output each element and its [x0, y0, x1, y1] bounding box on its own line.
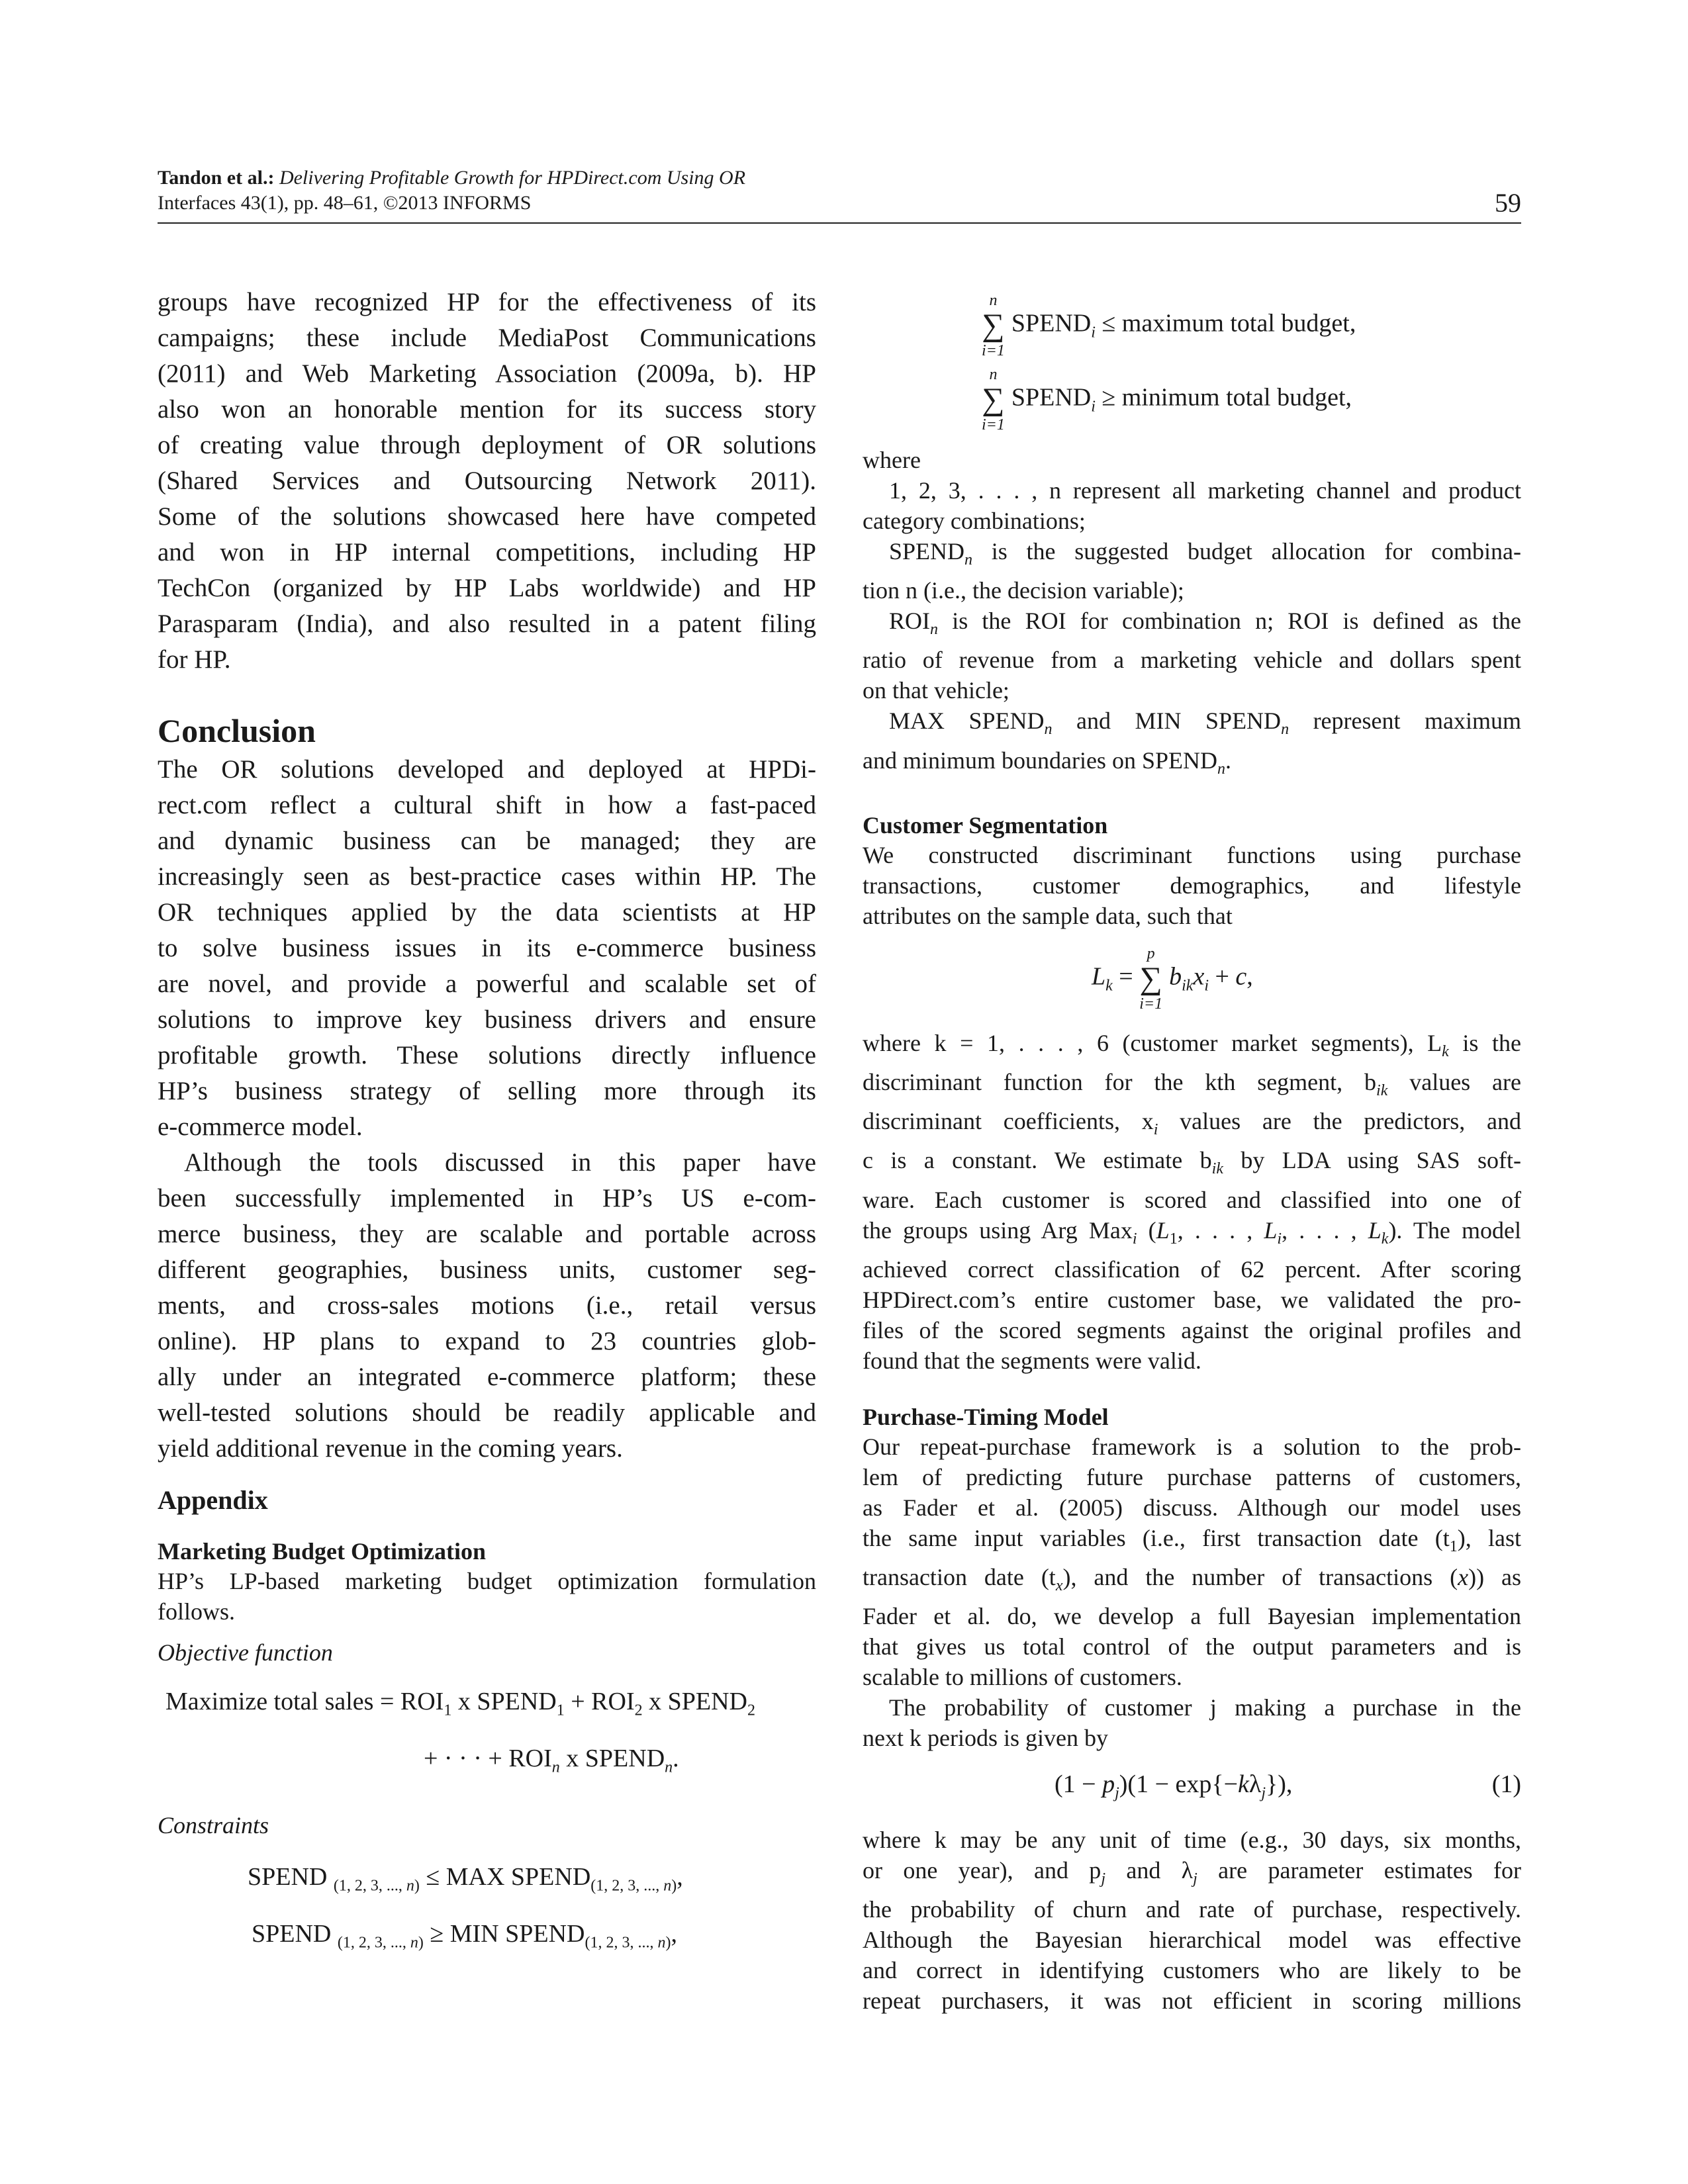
text-line: Our repeat-purchase framework is a solution to the prob- [863, 1433, 1521, 1460]
text-line: (Shared Services and Outsourcing Network 2011). [158, 467, 816, 495]
text-line: ratio of revenue from a marketing vehicle and dollars spent [863, 647, 1521, 674]
timing-4: transaction date (t [863, 1563, 1056, 1590]
text-line: on that vehicle; [863, 677, 1009, 704]
header-citation: Interfaces 43(1), pp. 48–61, ©2013 INFORMS [158, 192, 532, 214]
mbo-text [158, 1566, 816, 1627]
text-line: groups have recognized HP for the effectiveness of its [158, 288, 816, 316]
running-header [158, 165, 1521, 216]
text-line: tion n (i.e., the decision variable); [863, 577, 1184, 604]
text-line: Fader et al. do, we develop a full Bayesian implementation [863, 1603, 1521, 1630]
constraint-max: SPEND $_{(1, 2, 3, ..., n)}$ ≤ MAX $SPEND_{(1, 2, 3, ..., n)}$, [248, 1863, 683, 1895]
text-line: and correct in identifying customers who are likely to be [863, 1956, 1521, 1983]
constraints-label: Constraints [158, 1812, 269, 1839]
text-line: that gives us total control of the output parameters and is [863, 1633, 1521, 1661]
appendix-heading: Appendix [158, 1485, 268, 1515]
sum-symbol: n ∑ i=1 [982, 292, 1005, 359]
text-line: achieved correct classification of 62 percent. After scoring [863, 1255, 1521, 1283]
objective-equation [158, 1685, 816, 1784]
header-title: Delivering Profitable Growth for HPDirect.com Using OR [279, 167, 746, 189]
sum-spend: SPEND [1011, 309, 1092, 338]
header-rule [158, 222, 1521, 224]
text-line: the probability of churn and rate of purchase, respectively. [863, 1895, 1521, 1923]
segmentation-heading: Customer Segmentation [863, 811, 1108, 839]
sum-symbol: p ∑ i=1 [1139, 944, 1163, 1013]
seg-where-1: discriminant function for the kth segment, b [863, 1068, 1377, 1095]
sum-constraints [863, 291, 1521, 434]
intro-paragraph [158, 285, 816, 678]
objective-lhs: Maximize total sales = ROI [165, 1688, 444, 1715]
text-line: c is a constant. We estimate $b_{ik}$ by LDA using SAS soft- [863, 1147, 1521, 1178]
equation-number: (1) [1491, 1770, 1521, 1799]
text-line: been successfully implemented in HP’s US e-com- [158, 1184, 816, 1212]
header-author: Tandon et al.: [158, 167, 275, 189]
discriminant-equation: $L_k$ = p ∑ i=1 $b_{ik}x_i + c$, [1092, 944, 1253, 1013]
text-line: HP’s business strategy of selling more through its [158, 1077, 816, 1105]
max-spend-term: MAX SPEND [889, 707, 1045, 735]
def2-text: is the suggested budget allocation for combina- [972, 538, 1521, 565]
text-line: the same input variables (i.e., first transaction date $(t_1)$, last [863, 1524, 1521, 1555]
sum-min-constraint: n ∑ i=1 $SPEND_i$ ≥ minimum total budget, [982, 366, 1352, 433]
mbo-heading: Marketing Budget Optimization [158, 1538, 486, 1565]
seg-where-2: discriminant coefficients, x [863, 1108, 1154, 1135]
text-line: to solve business issues in its e-commerce business [158, 934, 816, 962]
text-line: campaigns; these include MediaPost Communications [158, 324, 816, 352]
text-line: Although the Bayesian hierarchical model was effective [863, 1926, 1521, 1953]
text-line: follows. [158, 1598, 235, 1625]
text-line: The probability of customer j making a purchase in the [889, 1694, 1521, 1721]
text-line: for HP. [158, 645, 231, 674]
text-line: of creating value through deployment of OR solutions [158, 431, 816, 459]
text-line: The OR solutions developed and deployed at HPDi- [158, 755, 816, 784]
equation-1-body: $(1 - p_j)(1 - \exp\{-k\lambda_j\})$, [1055, 1770, 1293, 1802]
text-line: ware. Each customer is scored and classified into one of [863, 1186, 1521, 1213]
objective-line-1: Maximize total sales = $ROI_1$ x $SPEND_1 + ROI_2$ x $SPEND_2$ [165, 1688, 755, 1719]
text-line: well-tested solutions should be readily applicable and [158, 1398, 816, 1427]
text-line: MAX $SPEND_n$ and MIN $SPEND_n$ represent maximum [889, 707, 1521, 739]
constraints-equations [158, 1860, 816, 1959]
text-line: repeat purchasers, it was not efficient in scoring millions [863, 1987, 1521, 2014]
text-line: Some of the solutions showcased here have competed [158, 502, 816, 531]
def3-text: is the ROI for combination n; ROI is defined as the [938, 608, 1521, 635]
text-line: $ROI_n$ is the ROI for combination n; ROI is defined as the [889, 608, 1521, 639]
final-1: or one year), and p [863, 1856, 1102, 1884]
seg-where-5: the groups using Arg Max [863, 1216, 1133, 1244]
text-line: merce business, they are scalable and portable across [158, 1220, 816, 1248]
text-line: and minimum boundaries on $SPEND_n$. [863, 747, 1231, 778]
text-line: HPDirect.com’s entire customer base, we validated the pro- [863, 1286, 1521, 1313]
text-line: OR techniques applied by the data scientists at HP [158, 898, 816, 927]
text-line: scalable to millions of customers. [863, 1664, 1182, 1691]
segmentation-text [863, 840, 1521, 931]
text-line: profitable growth. These solutions directly influence [158, 1041, 816, 1069]
text-line: discriminant function for the kth segment, $b_{ik}$ values are [863, 1068, 1521, 1100]
where-label: where [863, 447, 921, 473]
text-line: Parasparam (India), and also resulted in a patent filing [158, 610, 816, 638]
timing-3: the same input variables (i.e., first transaction date (t [863, 1524, 1450, 1551]
text-line: are novel, and provide a powerful and scalable set of [158, 970, 816, 998]
text-line: found that the segments were valid. [863, 1347, 1201, 1374]
text-line: files of the scored segments against the original profiles and [863, 1316, 1521, 1343]
header-line-1 [158, 165, 1521, 191]
text-line: yield additional revenue in the coming years. [158, 1434, 623, 1463]
objective-line-2: + · · · + $ROI_n$ x $SPEND_n$. [424, 1744, 679, 1776]
text-line: online). HP plans to expand to 23 countries glob- [158, 1327, 816, 1355]
text-line: TechCon (organized by HP Labs worldwide) and HP [158, 574, 816, 602]
text-line: We constructed discriminant functions using purchase [863, 841, 1521, 868]
text-line: as Fader et al. (2005) discuss. Although our model uses [863, 1494, 1521, 1521]
text-line: where k may be any unit of time (e.g., 30 days, six months, [863, 1826, 1521, 1853]
text-line: discriminant coefficients, $x_i$ values are the predictors, and [863, 1108, 1521, 1139]
conclusion-paragraph-2 [158, 1145, 816, 1467]
timing-heading: Purchase-Timing Model [863, 1403, 1109, 1430]
text-line: $SPEND_n$ is the suggested budget allocation for combina- [889, 538, 1521, 569]
text-line: different geographies, business units, customer seg- [158, 1255, 816, 1284]
sum-max-constraint: n ∑ i=1 $SPEND_i$ ≤ maximum total budget, [982, 292, 1356, 359]
text-line: attributes on the sample data, such that [863, 902, 1233, 929]
text-line: where k = 1, . . . , 6 (customer market segments), $L_k$ is the [863, 1029, 1521, 1060]
text-line: ments, and cross-sales motions (i.e., retail versus [158, 1291, 816, 1320]
constraint-min: SPEND $_{(1, 2, 3, ..., n)}$ ≥ MIN $SPEND_{(1, 2, 3, ..., n)}$, [252, 1919, 677, 1952]
left-column [158, 285, 816, 1959]
sum-symbol: n ∑ i=1 [982, 366, 1005, 433]
text-line: next k periods is given by [863, 1725, 1108, 1752]
sum-min-text: ≥ minimum total budget, [1095, 383, 1352, 412]
right-column [863, 291, 1521, 2016]
timing-text [863, 1432, 1521, 1753]
text-line: transactions, customer demographics, and lifestyle [863, 872, 1521, 899]
seg-where-3: c is a constant. We estimate b [863, 1147, 1212, 1174]
text-line: or one year), and $p_j$ and $\lambda_j$ are parameter estimates for [863, 1856, 1522, 1888]
text-line: transaction date $(t_x)$, and the number of transactions (x)) as [863, 1563, 1522, 1595]
segmentation-where [863, 1028, 1521, 1376]
text-line: rect.com reflect a cultural shift in how a fast-paced [158, 791, 816, 819]
text-line: lem of predicting future purchase patterns of customers, [863, 1463, 1521, 1490]
definitions [863, 445, 1521, 784]
spend-term: SPEND [889, 538, 965, 565]
text-line: increasingly seen as best-practice cases within HP. The [158, 862, 816, 891]
text-line: the groups using Arg Max$_i$ ($L_1$, . . . , $L_i$, . . . , $L_k$). The model [863, 1216, 1521, 1248]
text-line: category combinations; [863, 508, 1086, 534]
text-line: also won an honorable mention for its success story [158, 395, 816, 424]
seg-where-0: where k = 1, . . . , 6 (customer market segments), L [863, 1029, 1442, 1056]
text-line: 1, 2, 3, . . . , n represent all marketing channel and product [889, 477, 1521, 504]
equation-1 [863, 1768, 1521, 1810]
page-number: 59 [1495, 188, 1521, 218]
text-line: and won in HP internal competitions, including HP [158, 538, 816, 567]
text-line: Although the tools discussed in this paper have [184, 1148, 816, 1177]
final-text [863, 1825, 1521, 2016]
sum-max-text: ≤ maximum total budget, [1095, 309, 1356, 338]
text-line: HP’s LP-based marketing budget optimization formulation [158, 1568, 816, 1594]
text-line: (2011) and Web Marketing Association (2009a, b). HP [158, 359, 816, 388]
conclusion-paragraph-1 [158, 752, 816, 1145]
objective-label: Objective function [158, 1639, 333, 1666]
text-line: e-commerce model. [158, 1113, 363, 1141]
text-line: and dynamic business can be managed; they are [158, 827, 816, 855]
text-line: solutions to improve key business drivers and ensure [158, 1005, 816, 1034]
text-line: ally under an integrated e-commerce platform; these [158, 1363, 816, 1391]
conclusion-heading: Conclusion [158, 712, 316, 749]
